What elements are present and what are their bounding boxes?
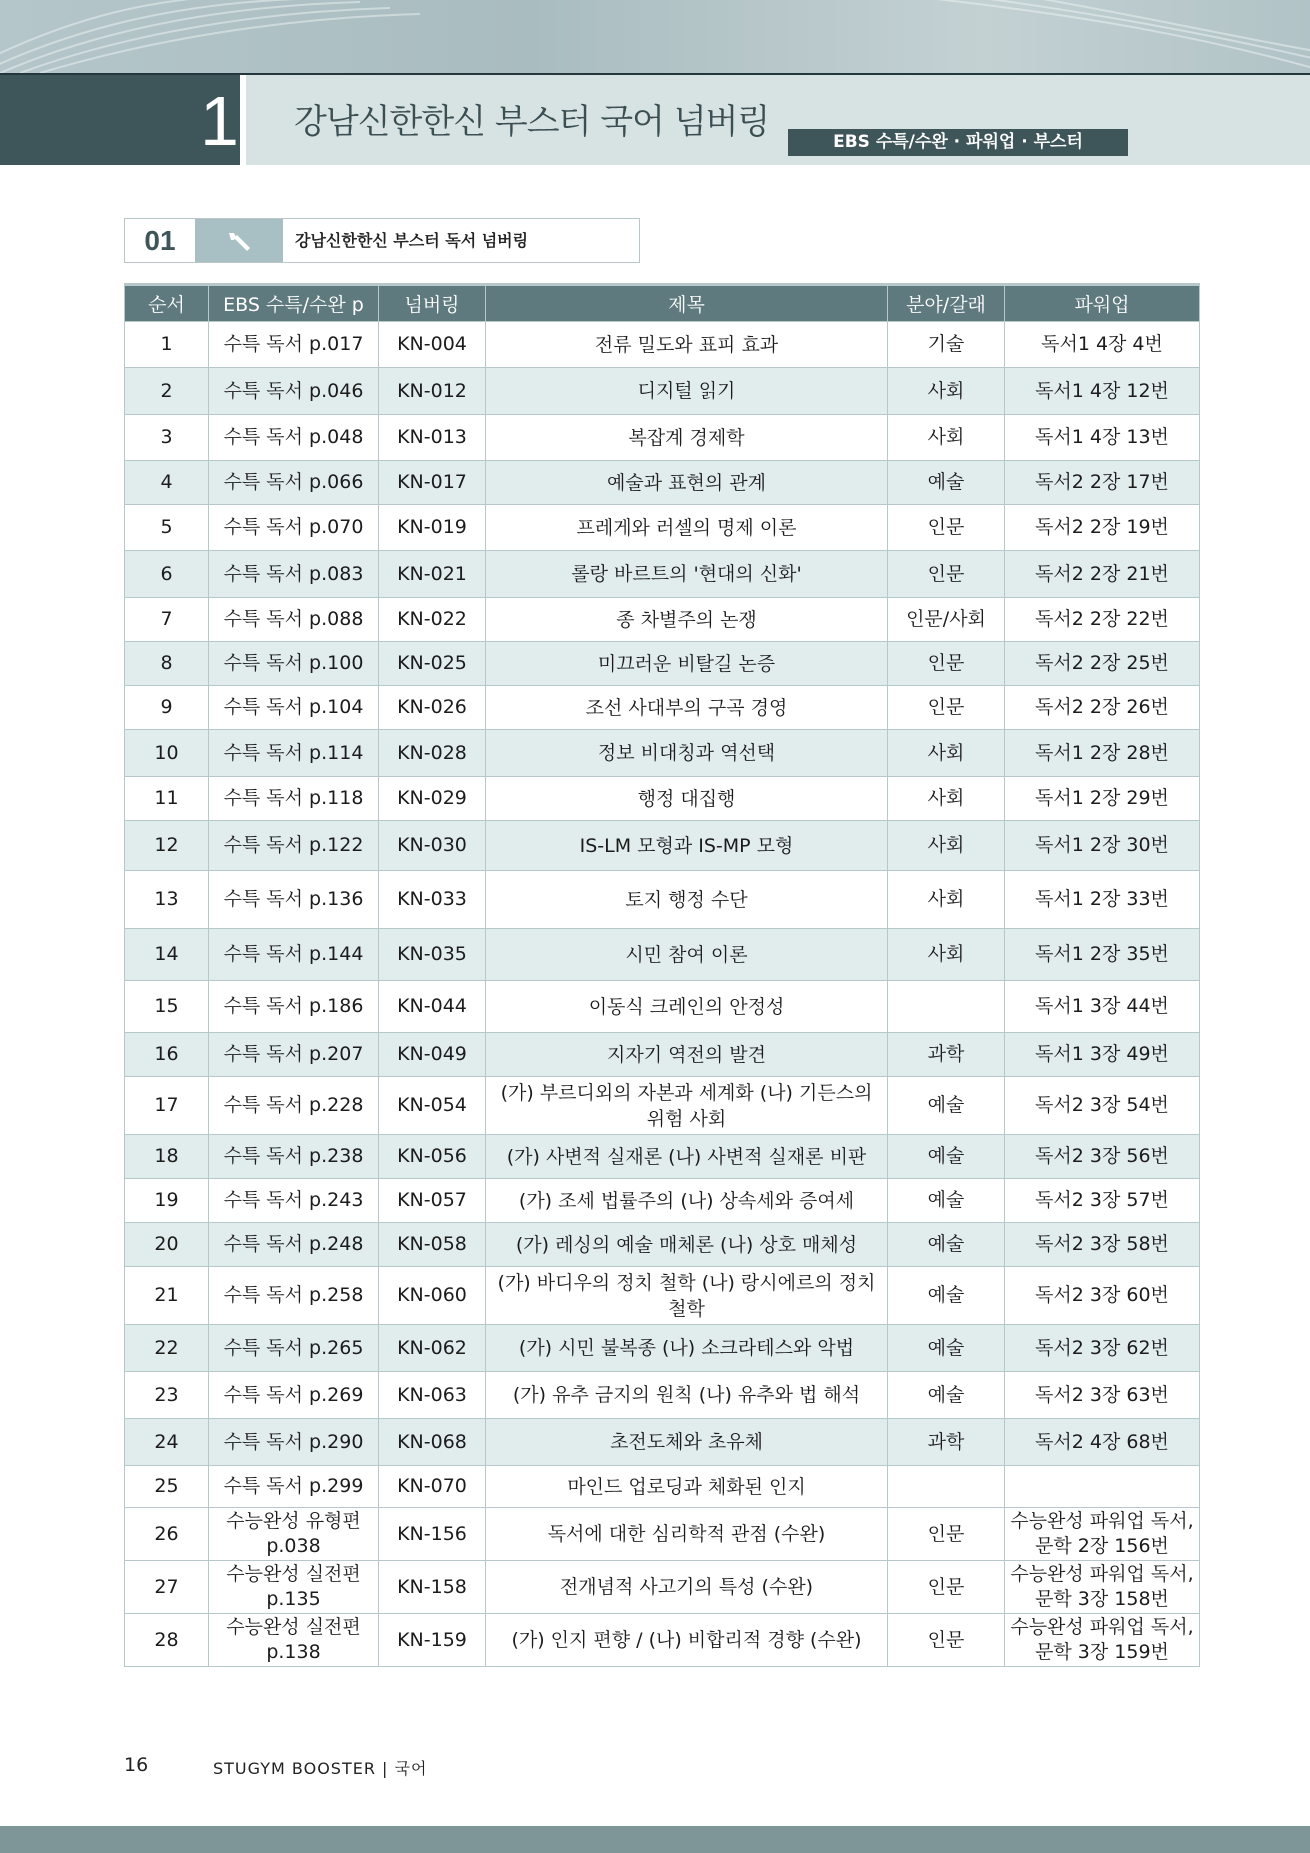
cell-field: 사회 bbox=[888, 730, 1005, 777]
cell-field: 인문 bbox=[888, 1561, 1005, 1614]
cell-powerup: 독서2 2장 19번 bbox=[1005, 505, 1200, 551]
header-decoration bbox=[0, 0, 1310, 73]
cell-ebs: 수특 독서 p.017 bbox=[209, 322, 379, 368]
cell-no: 25 bbox=[125, 1466, 209, 1508]
cell-ebs: 수특 독서 p.066 bbox=[209, 461, 379, 505]
cell-code: KN-070 bbox=[379, 1466, 486, 1508]
cell-title: IS-LM 모형과 IS-MP 모형 bbox=[486, 821, 888, 871]
cell-title: (가) 바디우의 정치 철학 (나) 랑시에르의 정치 철학 bbox=[486, 1267, 888, 1325]
cell-ebs: 수특 독서 p.248 bbox=[209, 1223, 379, 1267]
chapter-divider bbox=[240, 75, 246, 165]
cell-field: 인문 bbox=[888, 551, 1005, 598]
cell-field: 인문/사회 bbox=[888, 598, 1005, 642]
cell-title: (가) 사변적 실재론 (나) 사변적 실재론 비판 bbox=[486, 1135, 888, 1179]
footer-bar bbox=[0, 1826, 1310, 1853]
table-row bbox=[125, 1077, 1200, 1135]
cell-title: (가) 레싱의 예술 매체론 (나) 상호 매체성 bbox=[486, 1223, 888, 1267]
table-row bbox=[125, 821, 1200, 871]
cell-title: 예술과 표현의 관계 bbox=[486, 461, 888, 505]
cell-title: 행정 대집행 bbox=[486, 777, 888, 821]
cell-no: 22 bbox=[125, 1325, 209, 1372]
table-row bbox=[125, 981, 1200, 1033]
cell-no: 4 bbox=[125, 461, 209, 505]
cell-no: 24 bbox=[125, 1419, 209, 1466]
chapter-number: 1 bbox=[200, 82, 239, 160]
cell-field: 예술 bbox=[888, 1179, 1005, 1223]
cell-ebs: 수특 독서 p.118 bbox=[209, 777, 379, 821]
cell-title: 시민 참여 이론 bbox=[486, 929, 888, 981]
table-row bbox=[125, 1223, 1200, 1267]
cell-code: KN-030 bbox=[379, 821, 486, 871]
cell-title: 지자기 역전의 발견 bbox=[486, 1033, 888, 1077]
cell-field: 사회 bbox=[888, 368, 1005, 415]
table-row bbox=[125, 598, 1200, 642]
cell-code: KN-156 bbox=[379, 1508, 486, 1561]
cell-ebs: 수특 독서 p.122 bbox=[209, 821, 379, 871]
cell-title: 롤랑 바르트의 '현대의 신화' bbox=[486, 551, 888, 598]
table-row bbox=[125, 777, 1200, 821]
cell-code: KN-019 bbox=[379, 505, 486, 551]
cell-powerup: 독서2 3장 54번 bbox=[1005, 1077, 1200, 1135]
table-row bbox=[125, 322, 1200, 368]
cell-title: 프레게와 러셀의 명제 이론 bbox=[486, 505, 888, 551]
cell-no: 10 bbox=[125, 730, 209, 777]
cell-field: 예술 bbox=[888, 1372, 1005, 1419]
cell-field: 사회 bbox=[888, 415, 1005, 461]
cell-no: 7 bbox=[125, 598, 209, 642]
cell-ebs: 수특 독서 p.104 bbox=[209, 686, 379, 730]
cell-code: KN-058 bbox=[379, 1223, 486, 1267]
table-row bbox=[125, 1466, 1200, 1508]
cell-powerup: 독서2 2장 17번 bbox=[1005, 461, 1200, 505]
column-header: 파워업 bbox=[1005, 285, 1200, 322]
cell-ebs: 수능완성 실전편 p.135 bbox=[209, 1561, 379, 1614]
table-row bbox=[125, 642, 1200, 686]
cell-powerup: 독서2 2장 26번 bbox=[1005, 686, 1200, 730]
cell-field: 예술 bbox=[888, 461, 1005, 505]
cell-powerup bbox=[1005, 1466, 1200, 1508]
cell-powerup: 수능완성 파워업 독서, 문학 3장 159번 bbox=[1005, 1614, 1200, 1667]
cell-no: 23 bbox=[125, 1372, 209, 1419]
cell-ebs: 수특 독서 p.114 bbox=[209, 730, 379, 777]
cell-ebs: 수특 독서 p.186 bbox=[209, 981, 379, 1033]
cell-field: 사회 bbox=[888, 929, 1005, 981]
table-row bbox=[125, 1033, 1200, 1077]
table-row bbox=[125, 686, 1200, 730]
column-header: 순서 bbox=[125, 285, 209, 322]
cell-field: 과학 bbox=[888, 1033, 1005, 1077]
cell-powerup: 독서2 3장 58번 bbox=[1005, 1223, 1200, 1267]
cell-field bbox=[888, 1466, 1005, 1508]
cell-ebs: 수특 독서 p.238 bbox=[209, 1135, 379, 1179]
cell-title: (가) 시민 불복종 (나) 소크라테스와 악법 bbox=[486, 1325, 888, 1372]
cell-code: KN-063 bbox=[379, 1372, 486, 1419]
table-row bbox=[125, 1135, 1200, 1179]
numbering-table bbox=[124, 283, 1199, 1667]
cell-code: KN-054 bbox=[379, 1077, 486, 1135]
cell-code: KN-062 bbox=[379, 1325, 486, 1372]
cell-no: 2 bbox=[125, 368, 209, 415]
cell-no: 3 bbox=[125, 415, 209, 461]
cell-field: 예술 bbox=[888, 1135, 1005, 1179]
cell-no: 17 bbox=[125, 1077, 209, 1135]
footer-subject: 국어 bbox=[394, 1759, 428, 1778]
cell-ebs: 수특 독서 p.144 bbox=[209, 929, 379, 981]
cell-code: KN-033 bbox=[379, 871, 486, 929]
wrench-icon bbox=[225, 228, 253, 254]
cell-powerup: 독서2 3장 63번 bbox=[1005, 1372, 1200, 1419]
cell-no: 13 bbox=[125, 871, 209, 929]
cell-title: 정보 비대칭과 역선택 bbox=[486, 730, 888, 777]
cell-no: 5 bbox=[125, 505, 209, 551]
cell-title: 이동식 크레인의 안정성 bbox=[486, 981, 888, 1033]
cell-no: 12 bbox=[125, 821, 209, 871]
column-header: 넘버링 bbox=[379, 285, 486, 322]
cell-ebs: 수특 독서 p.100 bbox=[209, 642, 379, 686]
table-row bbox=[125, 368, 1200, 415]
cell-field: 예술 bbox=[888, 1223, 1005, 1267]
table-row bbox=[125, 1419, 1200, 1466]
cell-title: 복잡계 경제학 bbox=[486, 415, 888, 461]
cell-code: KN-029 bbox=[379, 777, 486, 821]
cell-ebs: 수능완성 실전편 p.138 bbox=[209, 1614, 379, 1667]
cell-code: KN-028 bbox=[379, 730, 486, 777]
cell-ebs: 수특 독서 p.088 bbox=[209, 598, 379, 642]
cell-code: KN-068 bbox=[379, 1419, 486, 1466]
table-row bbox=[125, 1267, 1200, 1325]
cell-ebs: 수특 독서 p.046 bbox=[209, 368, 379, 415]
cell-no: 26 bbox=[125, 1508, 209, 1561]
cell-powerup: 수능완성 파워업 독서, 문학 3장 158번 bbox=[1005, 1561, 1200, 1614]
cell-ebs: 수특 독서 p.265 bbox=[209, 1325, 379, 1372]
cell-title: 미끄러운 비탈길 논증 bbox=[486, 642, 888, 686]
cell-powerup: 수능완성 파워업 독서, 문학 2장 156번 bbox=[1005, 1508, 1200, 1561]
cell-code: KN-013 bbox=[379, 415, 486, 461]
table-row bbox=[125, 1372, 1200, 1419]
table-row bbox=[125, 415, 1200, 461]
cell-powerup: 독서2 2장 22번 bbox=[1005, 598, 1200, 642]
cell-ebs: 수특 독서 p.290 bbox=[209, 1419, 379, 1466]
cell-powerup: 독서1 2장 28번 bbox=[1005, 730, 1200, 777]
table-row bbox=[125, 1614, 1200, 1667]
cell-code: KN-044 bbox=[379, 981, 486, 1033]
cell-no: 28 bbox=[125, 1614, 209, 1667]
cell-powerup: 독서1 4장 12번 bbox=[1005, 368, 1200, 415]
cell-code: KN-017 bbox=[379, 461, 486, 505]
footer-brand bbox=[213, 1756, 427, 1779]
cell-ebs: 수특 독서 p.136 bbox=[209, 871, 379, 929]
cell-title: 종 차별주의 논쟁 bbox=[486, 598, 888, 642]
cell-no: 20 bbox=[125, 1223, 209, 1267]
cell-powerup: 독서2 3장 57번 bbox=[1005, 1179, 1200, 1223]
cell-title: 토지 행정 수단 bbox=[486, 871, 888, 929]
cell-no: 1 bbox=[125, 322, 209, 368]
cell-title: (가) 인지 편향 / (나) 비합리적 경향 (수완) bbox=[486, 1614, 888, 1667]
cell-no: 14 bbox=[125, 929, 209, 981]
table-header-row bbox=[125, 285, 1200, 322]
column-header: 분야/갈래 bbox=[888, 285, 1005, 322]
cell-field: 기술 bbox=[888, 322, 1005, 368]
cell-ebs: 수능완성 유형편 p.038 bbox=[209, 1508, 379, 1561]
cell-title: 디지털 읽기 bbox=[486, 368, 888, 415]
cell-ebs: 수특 독서 p.258 bbox=[209, 1267, 379, 1325]
cell-code: KN-004 bbox=[379, 322, 486, 368]
cell-code: KN-159 bbox=[379, 1614, 486, 1667]
cell-code: KN-158 bbox=[379, 1561, 486, 1614]
section-number: 01 bbox=[144, 225, 176, 256]
cell-powerup: 독서1 2장 35번 bbox=[1005, 929, 1200, 981]
cell-powerup: 독서2 4장 68번 bbox=[1005, 1419, 1200, 1466]
cell-no: 19 bbox=[125, 1179, 209, 1223]
cell-no: 18 bbox=[125, 1135, 209, 1179]
table-row bbox=[125, 730, 1200, 777]
table-row bbox=[125, 461, 1200, 505]
cell-field: 인문 bbox=[888, 642, 1005, 686]
cell-field: 사회 bbox=[888, 777, 1005, 821]
cell-code: KN-057 bbox=[379, 1179, 486, 1223]
cell-field: 인문 bbox=[888, 1614, 1005, 1667]
table-row bbox=[125, 1179, 1200, 1223]
table-row bbox=[125, 1325, 1200, 1372]
cell-ebs: 수특 독서 p.048 bbox=[209, 415, 379, 461]
cell-ebs: 수특 독서 p.228 bbox=[209, 1077, 379, 1135]
cell-ebs: 수특 독서 p.243 bbox=[209, 1179, 379, 1223]
cell-code: KN-035 bbox=[379, 929, 486, 981]
cell-field: 예술 bbox=[888, 1077, 1005, 1135]
cell-field: 예술 bbox=[888, 1325, 1005, 1372]
cell-no: 8 bbox=[125, 642, 209, 686]
chapter-block bbox=[0, 75, 240, 165]
cell-code: KN-060 bbox=[379, 1267, 486, 1325]
cell-title: 전개념적 사고기의 특성 (수완) bbox=[486, 1561, 888, 1614]
cell-no: 16 bbox=[125, 1033, 209, 1077]
cell-no: 9 bbox=[125, 686, 209, 730]
table-row bbox=[125, 551, 1200, 598]
section-heading bbox=[124, 218, 640, 263]
table-row bbox=[125, 871, 1200, 929]
cell-powerup: 독서1 4장 4번 bbox=[1005, 322, 1200, 368]
column-header: 제목 bbox=[486, 285, 888, 322]
cell-title: 조선 사대부의 구곡 경영 bbox=[486, 686, 888, 730]
cell-powerup: 독서2 3장 62번 bbox=[1005, 1325, 1200, 1372]
cell-powerup: 독서2 3장 56번 bbox=[1005, 1135, 1200, 1179]
section-icon-box bbox=[195, 219, 283, 262]
cell-field bbox=[888, 981, 1005, 1033]
cell-field: 인문 bbox=[888, 686, 1005, 730]
cell-code: KN-012 bbox=[379, 368, 486, 415]
section-label: 강남신한한신 부스터 독서 넘버링 bbox=[295, 231, 529, 250]
cell-no: 11 bbox=[125, 777, 209, 821]
cell-field: 사회 bbox=[888, 871, 1005, 929]
footer-divider: | bbox=[382, 1759, 395, 1778]
chapter-tag: EBS 수특/수완 · 파워업 · 부스터 bbox=[788, 129, 1128, 156]
page-number: 16 bbox=[124, 1754, 149, 1776]
cell-powerup: 독서1 3장 44번 bbox=[1005, 981, 1200, 1033]
table-row bbox=[125, 929, 1200, 981]
cell-no: 6 bbox=[125, 551, 209, 598]
cell-ebs: 수특 독서 p.070 bbox=[209, 505, 379, 551]
cell-field: 인문 bbox=[888, 505, 1005, 551]
brand-name: STUGYM BOOSTER bbox=[213, 1759, 376, 1778]
cell-code: KN-021 bbox=[379, 551, 486, 598]
cell-code: KN-056 bbox=[379, 1135, 486, 1179]
cell-ebs: 수특 독서 p.299 bbox=[209, 1466, 379, 1508]
cell-field: 과학 bbox=[888, 1419, 1005, 1466]
cell-title: (가) 유추 금지의 원칙 (나) 유추와 법 해석 bbox=[486, 1372, 888, 1419]
cell-title: 초전도체와 초유체 bbox=[486, 1419, 888, 1466]
cell-powerup: 독서2 3장 60번 bbox=[1005, 1267, 1200, 1325]
cell-field: 사회 bbox=[888, 821, 1005, 871]
cell-powerup: 독서1 3장 49번 bbox=[1005, 1033, 1200, 1077]
cell-ebs: 수특 독서 p.083 bbox=[209, 551, 379, 598]
cell-powerup: 독서1 2장 29번 bbox=[1005, 777, 1200, 821]
chapter-header bbox=[0, 73, 1310, 165]
cell-ebs: 수특 독서 p.269 bbox=[209, 1372, 379, 1419]
cell-powerup: 독서1 2장 33번 bbox=[1005, 871, 1200, 929]
cell-code: KN-025 bbox=[379, 642, 486, 686]
cell-title: 마인드 업로딩과 체화된 인지 bbox=[486, 1466, 888, 1508]
cell-code: KN-026 bbox=[379, 686, 486, 730]
cell-no: 27 bbox=[125, 1561, 209, 1614]
chapter-title: 강남신한한신 부스터 국어 넘버링 bbox=[294, 102, 770, 142]
cell-title: (가) 부르디외의 자본과 세계화 (나) 기든스의 위험 사회 bbox=[486, 1077, 888, 1135]
cell-code: KN-049 bbox=[379, 1033, 486, 1077]
cell-powerup: 독서2 2장 21번 bbox=[1005, 551, 1200, 598]
cell-field: 인문 bbox=[888, 1508, 1005, 1561]
cell-powerup: 독서1 2장 30번 bbox=[1005, 821, 1200, 871]
column-header: EBS 수특/수완 p bbox=[209, 285, 379, 322]
table-row bbox=[125, 505, 1200, 551]
cell-title: 독서에 대한 심리학적 관점 (수완) bbox=[486, 1508, 888, 1561]
cell-powerup: 독서1 4장 13번 bbox=[1005, 415, 1200, 461]
cell-no: 21 bbox=[125, 1267, 209, 1325]
cell-no: 15 bbox=[125, 981, 209, 1033]
table-row bbox=[125, 1561, 1200, 1614]
cell-title: 전류 밀도와 표피 효과 bbox=[486, 322, 888, 368]
cell-field: 예술 bbox=[888, 1267, 1005, 1325]
cell-title: (가) 조세 법률주의 (나) 상속세와 증여세 bbox=[486, 1179, 888, 1223]
cell-powerup: 독서2 2장 25번 bbox=[1005, 642, 1200, 686]
cell-code: KN-022 bbox=[379, 598, 486, 642]
table-row bbox=[125, 1508, 1200, 1561]
cell-ebs: 수특 독서 p.207 bbox=[209, 1033, 379, 1077]
